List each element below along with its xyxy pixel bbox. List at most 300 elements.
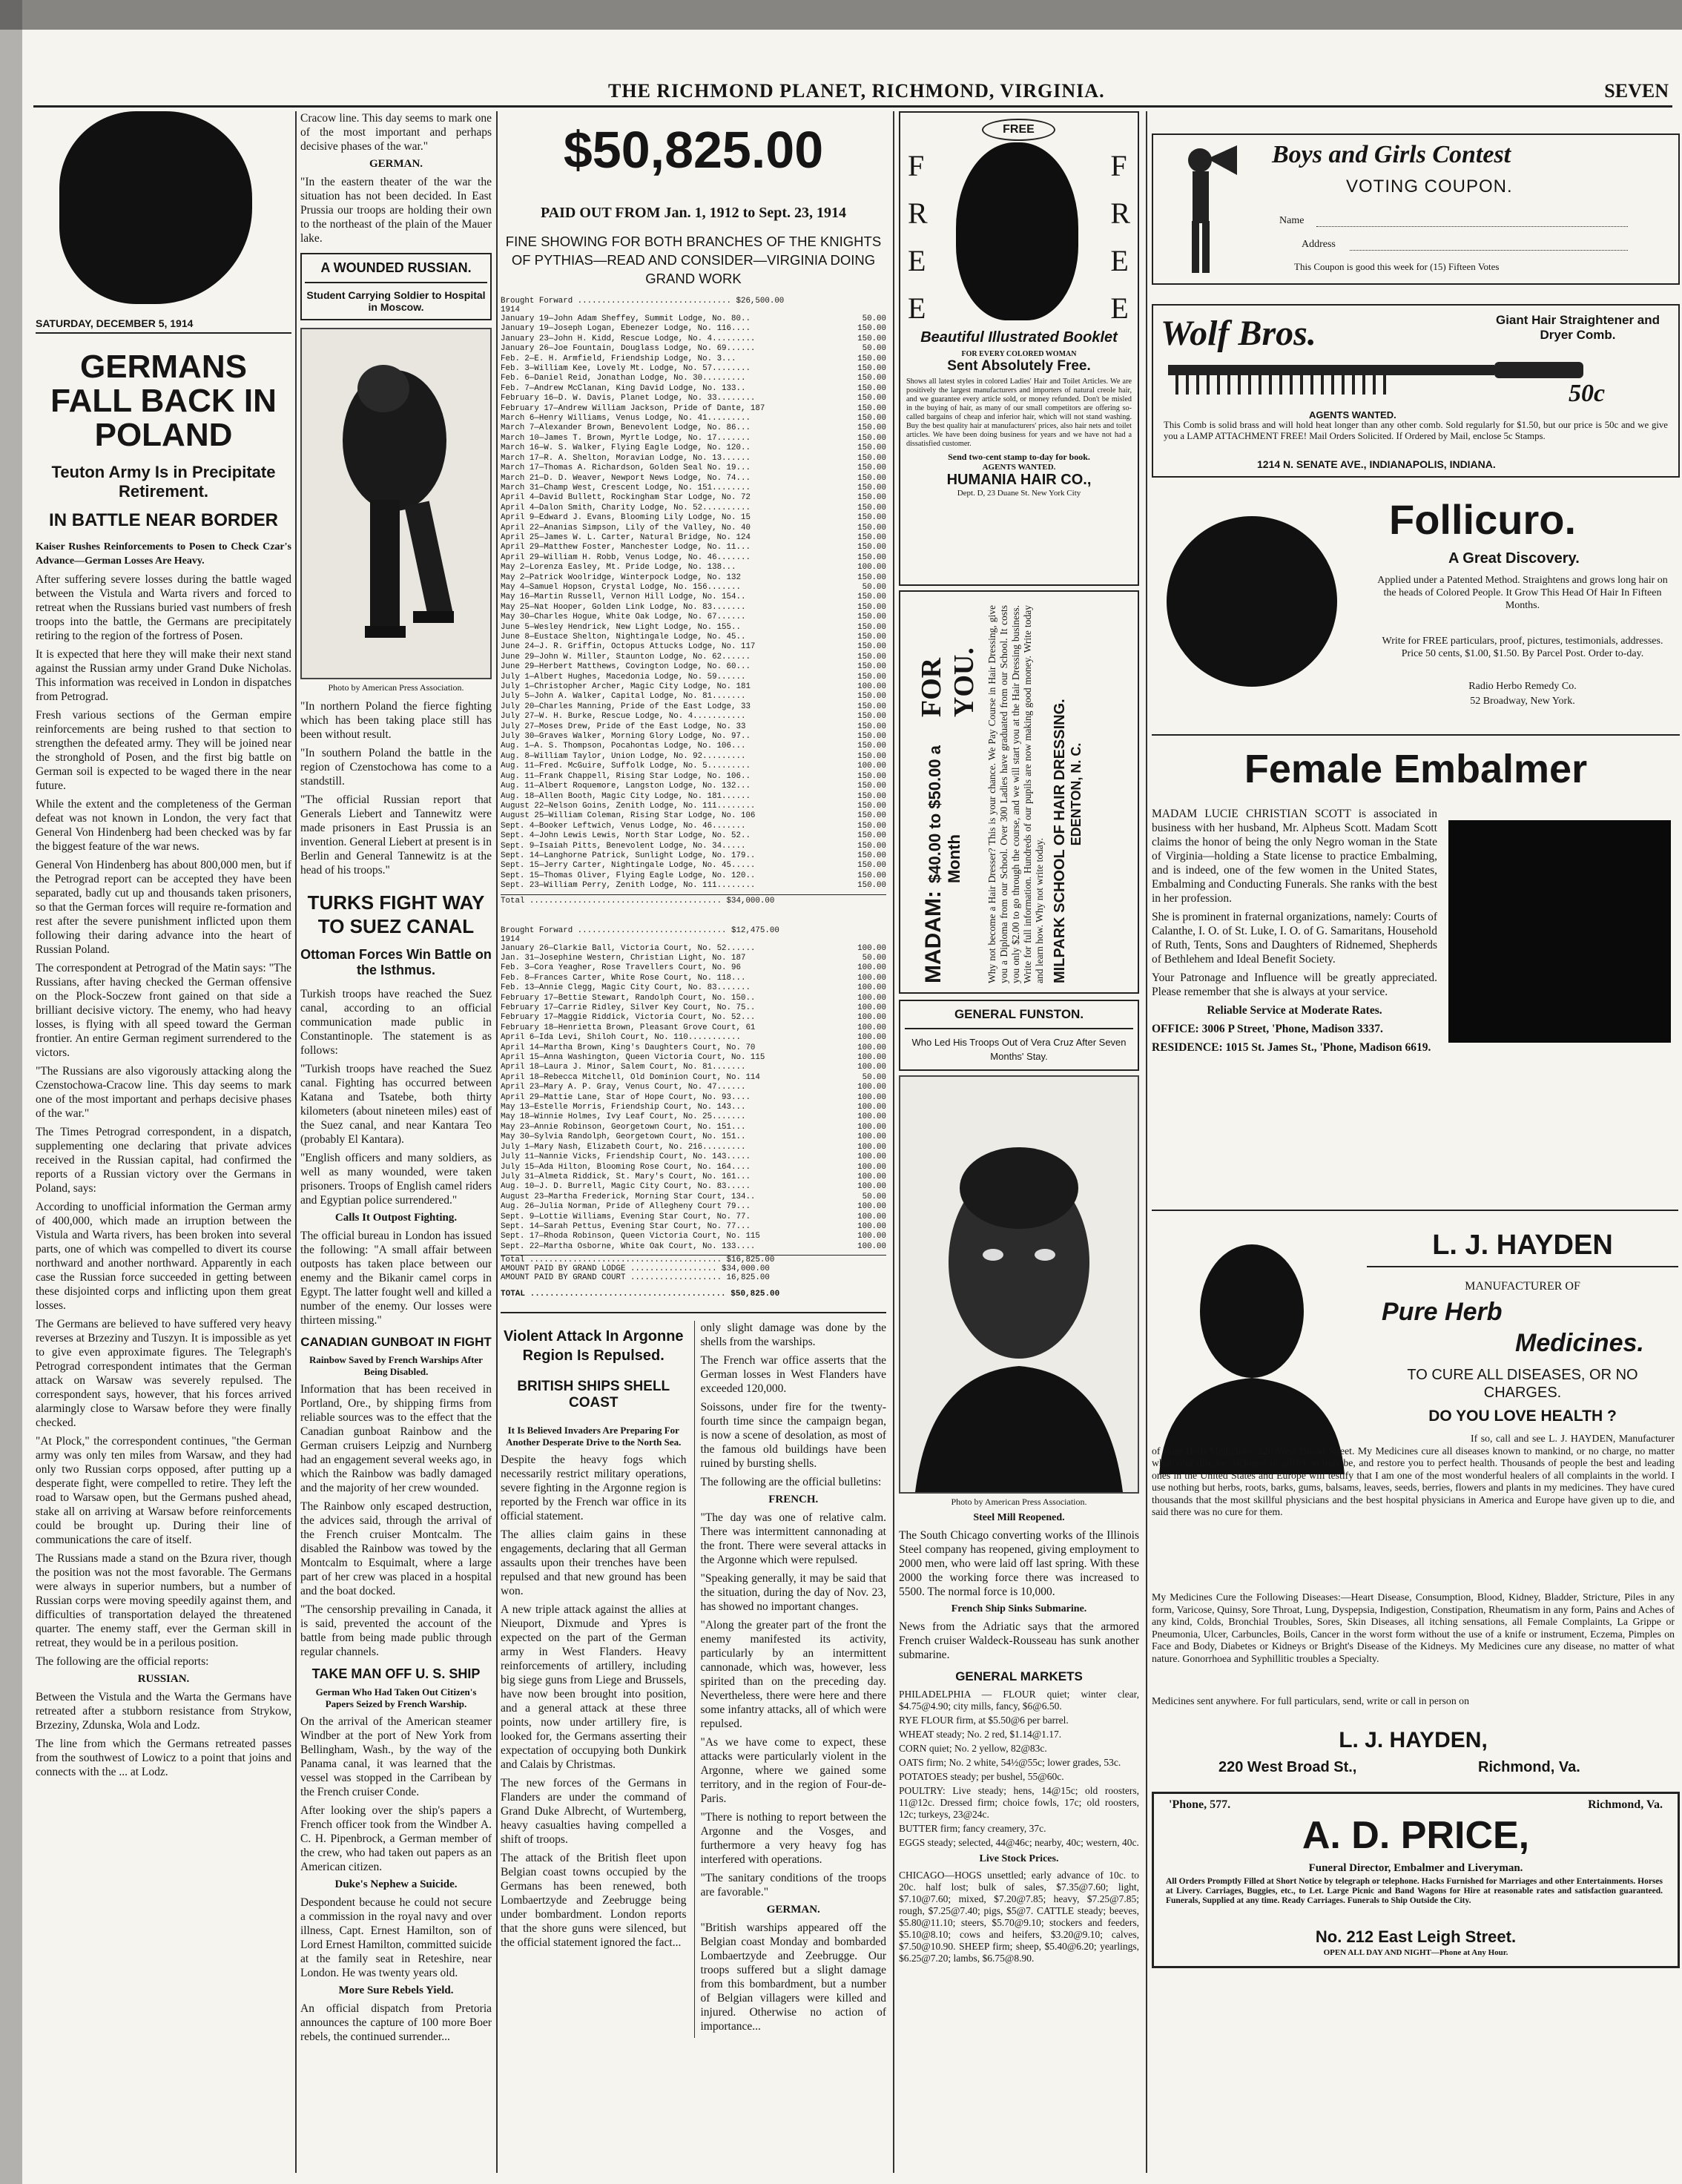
ledger-row <box>501 1123 886 1132</box>
article-paragraph: "The censorship prevailing in Canada, it is said, prevented the account of the battle from being made public through regular channels. <box>300 1603 492 1658</box>
market-line: POULTRY: Live steady; hens, 14@15c; old roosters, 11@12c. Dressed firm; choice fowls, 17c; old roosters, 12c; turkeys, 23@24c. <box>899 1785 1139 1820</box>
ledger-row <box>501 974 886 983</box>
ledger-entry: June 8—Eustace Shelton, Nightingale Lodge, No. 45.. <box>501 633 746 641</box>
photo-credit: Photo by American Press Association. <box>328 682 464 693</box>
ledger-row <box>501 434 886 443</box>
article-paragraph: "Speaking generally, it may be said that the situation, during the day of Nov. 23, has showed no important changes. <box>700 1572 886 1614</box>
column-2 <box>300 111 492 2173</box>
ledger-entry: Feb. 7—Andrew McClanan, King David Lodge, No. 133.. <box>501 383 746 393</box>
contest-address-text: Address <box>1302 239 1336 250</box>
subhead-rainbow: Rainbow Saved by French Warships After Being Disabled. <box>309 1354 483 1377</box>
ledger-row <box>501 454 886 463</box>
ledger-entry: Sept. 9—Isaiah Pitts, Benevolent Lodge, No. 34..... <box>501 841 746 851</box>
ledger-row <box>501 364 886 374</box>
subhead-teuton-army: Teuton Army Is in Precipitate Retirement. <box>51 463 276 501</box>
ledger-row <box>501 1232 886 1241</box>
article-paragraph: The line from which the Germans retreated passes from the southwest of Lowicz to a point that joins and connects with the ... at Lodz. <box>36 1738 291 1778</box>
headline-germans-fall: GERMANS FALL BACK IN POLAND <box>50 349 277 453</box>
ledger-entry: March 7—Alexander Brown, Benevolent Lodge, No. 86... <box>501 423 751 433</box>
ledger-row <box>501 881 886 891</box>
ledger-amount: 150.00 <box>857 463 886 473</box>
lodge-ledger <box>501 314 886 891</box>
ledger-amount: 150.00 <box>857 622 886 632</box>
article-paragraph: "Along the greater part of the front the enemy manifested its activity, particularly by an intermittent cannonade, which was, however, less spirited than on the preceding day. Nevertheless, there were here and there some infantry attacks, all of which were repulsed. <box>700 1619 886 1731</box>
ledger-row <box>501 712 886 722</box>
wolf-agents: AGENTS WANTED. <box>1309 409 1396 420</box>
ledger-amount: 100.00 <box>857 762 886 771</box>
ledger-row <box>501 563 886 573</box>
follicuro-text: Applied under a Patented Method. Straightens and grows long hair on the heads of Colored People. It Grow This Head Of Hair In Fifteen Months. <box>1377 575 1668 611</box>
embalmer-portrait <box>1448 820 1671 1043</box>
ledger-entry: Sept. 14—Sarah Pettus, Evening Star Court, No. 77... <box>501 1221 751 1231</box>
ledger-entry: July 27—W. H. Burke, Rescue Lodge, No. 4........... <box>501 712 746 722</box>
price-name: A. D. PRICE, <box>1302 1814 1530 1857</box>
ledger-entry: April 29—Matthew Foster, Manchester Lodge, No. 11... <box>501 543 751 552</box>
section-head-rebels: More Sure Rebels Yield. <box>338 1985 454 1996</box>
free-letters-right <box>1110 142 1130 332</box>
ledger-row <box>501 314 886 324</box>
ledger-row <box>501 954 886 963</box>
ledger-row <box>501 633 886 642</box>
ledger-row <box>501 414 886 423</box>
ledger-amount: 150.00 <box>857 722 886 731</box>
ledger-entry: May 16—Martin Russell, Vernon Hill Lodge, No. 154.. <box>501 593 746 602</box>
ledger-amount: 150.00 <box>857 453 886 463</box>
ledger-entry: February 17—Carrie Ridley, Silver Key Court, No. 75.. <box>501 1003 756 1012</box>
ledger-row <box>501 752 886 762</box>
box-subtitle: Student Carrying Soldier to Hospital in Moscow. <box>306 289 486 313</box>
free-letter: R <box>1110 197 1130 230</box>
ledger-amount: 150.00 <box>857 861 886 871</box>
article-paragraph: On the arrival of the American steamer Windber at the port of New York from Bellingham, Wash., by the way of the Panama canal, it was learned that the vessel was stopped in the Carribean by the French cruiser Conde. <box>300 1715 492 1798</box>
ledger-entry: April 23—Mary A. P. Gray, Venus Court, No. 47...... <box>501 1083 746 1092</box>
article-paragraph: The following are the official bulletins: <box>700 1476 882 1489</box>
hayden-name-footer: L. J. HAYDEN, <box>1339 1728 1488 1752</box>
ledger-amount: 150.00 <box>857 702 886 711</box>
article-paragraph: The new forces of the Germans in Flanders are under the command of Grand Duke Albrecht, of Wurtemberg, heavy casualties having compelled a shift of troops. <box>501 1777 687 1847</box>
portrait-image <box>900 1077 1138 1492</box>
headline-turks-fight: TURKS FIGHT WAY TO SUEZ CANAL <box>307 891 485 937</box>
contest-address-field[interactable] <box>1350 249 1628 251</box>
contest-name-field[interactable] <box>1316 225 1628 227</box>
price-role: Funeral Director, Embalmer and Liveryman. <box>1308 1862 1523 1874</box>
ledger-amount: 150.00 <box>857 732 886 742</box>
ledger-entry: January 19—Joseph Logan, Ebenezer Lodge, No. 116.... <box>501 324 751 334</box>
ledger-amount: 100.00 <box>857 563 886 573</box>
ledger-row <box>501 983 886 993</box>
contest-title: Boys and Girls Contest <box>1272 141 1511 168</box>
ledger-amount: 150.00 <box>857 801 886 811</box>
ledger-amount: 50.00 <box>862 314 886 323</box>
ledger-entry: Feb. 2—E. H. Armfield, Friendship Lodge, No. 3... <box>501 354 736 363</box>
ledger-entry: April 18—Laura J. Minor, Salem Court, No. 81....... <box>501 1063 746 1072</box>
ledger-row <box>501 583 886 593</box>
year-1914: 1914 <box>501 306 520 314</box>
ledger-entry: January 23—John H. Kidd, Rescue Lodge, No. 4......... <box>501 334 756 343</box>
ledger-row <box>501 762 886 771</box>
ledger-entry: Feb. 6—Daniel Reid, Jonathan Lodge, No. 30......... <box>501 374 746 383</box>
ledger-row <box>501 484 886 493</box>
paid-grand-lodge: AMOUNT PAID BY GRAND LODGE .................. $34,000.00 <box>501 1264 770 1274</box>
ledger-amount: 100.00 <box>857 1063 886 1072</box>
hairstyle-illustration <box>956 142 1078 320</box>
article-paragraph: The Rainbow only escaped destruction, the advices said, through the arrival of the French cruiser Montcalm. The disabled the Rainbow was towed by the Montcalm to Esquimalt, where a large part of her crew was placed in a hospital and the boat docked. <box>300 1500 492 1597</box>
contest-name-text: Name <box>1279 215 1305 226</box>
ledger-row <box>501 673 886 682</box>
ledger-entry: Sept. 22—Martha Osborne, White Oak Court, No. 133.... <box>501 1241 756 1251</box>
ledger-row <box>501 963 886 973</box>
wounded-russian-box <box>300 253 492 320</box>
ledger-row <box>501 603 886 613</box>
article-paragraph: "In the eastern theater of the war the situation has not been decided. In East Prussia our troops are holding their own to the northeast of the plain of the Mauer lake. <box>300 176 492 245</box>
article-paragraph: "There is nothing to report between the Argonne and the Vosges, and furthermore a very heavy fog has interfered with operations. <box>700 1811 886 1867</box>
ledger-row <box>501 682 886 692</box>
ledger-amount: 150.00 <box>857 483 886 492</box>
headline-british-ships: BRITISH SHIPS SHELL COAST <box>517 1379 670 1411</box>
article-paragraph: The correspondent at Petrograd of the Matin says: "The Russians, after having checked the German offensive on the Plock-Soczew front gained on that side a brilliant decisive victory. The enemy, who had heavy losses, is flying with all speed toward the German frontier. An entire German regiment surrendered to the victors. <box>36 962 291 1059</box>
ledger-amount: 100.00 <box>857 1122 886 1132</box>
wounded-russian-photo <box>300 328 492 679</box>
follicuro-head-image <box>1167 516 1337 687</box>
ledger-row <box>501 1023 886 1033</box>
photo-credit: Photo by American Press Association. <box>951 1497 1087 1507</box>
ledger-row <box>501 653 886 662</box>
booklet-title: Beautiful Illustrated Booklet <box>920 329 1118 346</box>
ledger-row <box>501 493 886 503</box>
ledger-row <box>501 623 886 633</box>
column-5 <box>1152 111 1680 2173</box>
paid-grand-court: AMOUNT PAID BY GRAND COURT ................... 16,825.00 <box>501 1273 770 1283</box>
sent-free: Sent Absolutely Free. <box>947 358 1091 374</box>
ledger-row <box>501 1093 886 1103</box>
ledger-entry: Aug. 18—Allen Booth, Magic City Lodge, No. 181...... <box>501 791 751 801</box>
ledger-amount: 150.00 <box>857 493 886 503</box>
ledger-amount: 100.00 <box>857 963 886 973</box>
headline-canadian-gunboat: CANADIAN GUNBOAT IN FIGHT <box>300 1335 492 1349</box>
ledger-entry: March 31—Champ West, Crescent Lodge, No. 151........ <box>501 483 751 492</box>
ledger-amount: 150.00 <box>857 423 886 433</box>
agents-wanted: AGENTS WANTED. <box>982 463 1056 472</box>
ledger-row <box>501 334 886 344</box>
ledger-entry: Feb. 8—Frances Carter, White Rose Court, No. 118... <box>501 973 746 983</box>
ledger-entry: February 17—Andrew William Jackson, Pride of Dante, 187 <box>501 403 765 413</box>
ledger-amount: 100.00 <box>857 1112 886 1122</box>
ledger-entry: March 6—Henry Williams, Venus Lodge, No. 41......... <box>501 414 751 423</box>
ledger-row <box>501 842 886 851</box>
ledger-row <box>501 1112 886 1122</box>
embalmer-para: Your Patronage and Influence will be greatly appreciated. Please remember that she is always at your service. <box>1152 971 1437 998</box>
ledger-amount: 100.00 <box>857 1083 886 1092</box>
ledger-amount: 150.00 <box>857 374 886 383</box>
section-head-russian: RUSSIAN. <box>137 1673 190 1685</box>
ledger-amount: 100.00 <box>857 1013 886 1023</box>
brought-forward-court: Brought Forward ............................... $12,475.00 <box>501 926 779 935</box>
ledger-entry: Aug. 1—A. S. Thompson, Pocahontas Lodge, No. 106... <box>501 742 746 751</box>
embalmer-office: OFFICE: 3006 P Street, 'Phone, Madison 3337. <box>1152 1023 1383 1035</box>
free-letter: E <box>908 291 926 325</box>
ledger-row <box>501 822 886 831</box>
ledger-amount: 150.00 <box>857 414 886 423</box>
free-letter: F <box>1110 149 1127 182</box>
ledger-row <box>501 1152 886 1162</box>
year-1914: 1914 <box>501 934 520 944</box>
madam-text: Why not become a Hair Dresser? This is your chance. We Pay Course in Hair Dressing, give you a Diploma from our School. Over 300 Ladies have graduated from our School. It costs you only $2.00 to go through the course, and we will start you at the Hair Dressing business. Write for full information. Hundreds of our pupils are now making good money. Write today and learn how. Why not write today. <box>986 605 1045 983</box>
ledger-row <box>501 374 886 383</box>
article-paragraph: According to unofficial information the German army of 400,000, which made an irruption between the Vistula and Warta rivers, has been broken into several parts, one of which was compelled to divert its course northward and another northward. Apparently in each case the Russian force succeeded in getting between these disjointed corps and inflicting upon them great losses. <box>36 1201 291 1312</box>
article-paragraph: "British warships appeared off the Belgian coast Monday and bombarded Lombaertzyde and Zeebrugge. Our troops suffered but a slight damage from this bombardment, but a number of Belgian villagers were killed and injured. Otherwise no action of importance... <box>700 1921 886 2033</box>
article-paragraph: Fresh various sections of the German empire reinforcements are being rushed to that section to strengthen the defeated army. They will be joined near the stronghold of Posen, and the first big battle on German soil is expected to be waged there in the near future. <box>36 709 291 792</box>
ledger-row <box>501 732 886 742</box>
ledger-amount: 150.00 <box>857 751 886 761</box>
hayden-para: If so, call and see L. J. HAYDEN, Manufacturer of Pure Herb Medicines, 220 West Broad Street. My Medicines cure all diseases known to mankind, or no charge, no matter what your disease, sickness or affliction may be, and restore you to perfect health. Thousands of people the best and leading ones in the United States and Europe will testify that I am one of the most wonderful healers of all complaints in the world. I use nothing but herbs, roots, barks, gums, balsams, leaves, seeds, berries, flowers and plants in my medicines. They have cured thousands that the most skillful physicians and the best hospital physicians in America and Europe have given up to die, and said there was no cure for them. <box>1152 1433 1675 1517</box>
market-line: CORN quiet; No. 2 yellow, 82@83c. <box>899 1743 1047 1754</box>
ledger-row <box>501 692 886 702</box>
ledger-entry: Sept. 14—Langhorne Patrick, Sunlight Lodge, No. 179.. <box>501 851 756 860</box>
ledger-entry: May 2—Lorenza Easley, Mt. Pride Lodge, No. 138... <box>501 563 736 573</box>
ledger-row <box>501 443 886 453</box>
ledger-row <box>501 1222 886 1232</box>
ledger-entry: Sept. 23—William Perry, Zenith Lodge, No. 111........ <box>501 881 756 891</box>
ledger-entry: June 5—Wesley Hendrick, New Light Lodge, No. 155.. <box>501 622 741 632</box>
ledger-amount: 100.00 <box>857 1202 886 1212</box>
ledger-amount: 150.00 <box>857 831 886 841</box>
column-rule <box>295 111 297 2173</box>
article-paragraph: The Germans are believed to have suffered very heavy reverses at Brzeziny and Tuszyn. It is impossible as yet to give even approximate figures. The Telegraph's Petrograd correspondent intimates that the German attack on Warsaw was severely repulsed. The correspondent says, however, that his forces arrived alarmingly close to Warsaw before they were finally checked. <box>36 1318 291 1429</box>
article-deck: Kaiser Rushes Reinforcements to Posen to Check Czar's Advance—German Losses Are Heavy. <box>36 541 291 567</box>
ledger-amount: 100.00 <box>857 1132 886 1142</box>
ledger-amount: 150.00 <box>857 433 886 443</box>
article-paragraph: "The sanitary conditions of the troops are favorable." <box>700 1872 886 1899</box>
madam-amount: $40.00 to $50.00 a Month <box>926 745 963 884</box>
section-head-german: GERMAN. <box>766 1904 820 1916</box>
ledger-row <box>501 792 886 802</box>
ledger-amount: 150.00 <box>857 642 886 652</box>
ledger-row <box>501 1063 886 1072</box>
ledger-row <box>501 1192 886 1202</box>
ledger-amount: 150.00 <box>857 712 886 722</box>
market-line: RYE FLOUR firm, at $5.50@6 per barrel. <box>899 1715 1069 1726</box>
ledger-entry: February 17—Bettie Stewart, Randolph Court, No. 150.. <box>501 993 756 1003</box>
ledger-entry: March 17—Thomas A. Richardson, Golden Seal No. 19... <box>501 463 751 473</box>
argonne-article-continued <box>694 1321 887 2038</box>
ledger-entry: April 29—William H. Robb, Venus Lodge, No. 46....... <box>501 552 751 562</box>
ledger-entry: July 1—Christopher Archer, Magic City Lodge, No. 181 <box>501 682 751 692</box>
ledger-entry: Sept. 4—John Lewis Lewis, North Star Lodge, No. 52.. <box>501 831 751 841</box>
ledger-row <box>501 543 886 552</box>
ledger-entry: April 4—Dalon Smith, Charity Lodge, No. 52.......... <box>501 503 751 512</box>
follicuro-sub: A Great Discovery. <box>1448 550 1580 567</box>
ledger-amount: 150.00 <box>857 791 886 801</box>
funston-subtitle: Who Led His Troops Out of Vera Cruz After Seven Months' Stay. <box>911 1037 1127 1062</box>
wolf-tagline: Giant Hair Straightener and Dryer Comb. <box>1495 313 1660 342</box>
ledger-entry: April 14—Martha Brown, King's Daughters Court, No. 70 <box>501 1043 756 1052</box>
ledger-row <box>501 1083 886 1092</box>
milpark-edenton: EDENTON, N. C. <box>1069 742 1084 846</box>
ledger-entry: Jan. 31—Josephine Western, Christian Light, No. 187 <box>501 953 746 963</box>
ledger-row <box>501 1013 886 1023</box>
ledger-row <box>501 831 886 841</box>
ledger-amount: 150.00 <box>857 334 886 343</box>
ledger-entry: Aug. 11—Fred. McGuire, Suffolk Lodge, No. 5......... <box>501 762 751 771</box>
follicuro-ad <box>1152 486 1680 731</box>
ledger-row <box>501 1053 886 1063</box>
ledger-entry: Aug. 11—Frank Chappell, Rising Star Lodge, No. 106.. <box>501 771 751 781</box>
ledger-entry: July 30—Graves Walker, Morning Glory Lodge, No. 97.. <box>501 732 751 742</box>
markets-list <box>899 1689 1139 1849</box>
ledger-entry: Sept. 15—Jerry Carter, Nightingale Lodge, No. 45..... <box>501 861 756 871</box>
article-paragraph: Soissons, under fire for the twenty-fourth time since the campaign began, is now a scene of desolation, as most of the famous old buildings have been ruined by bursting shells. <box>700 1401 886 1471</box>
ledger-row <box>501 1143 886 1152</box>
ledger-row <box>501 394 886 403</box>
humania-name: HUMANIA HAIR CO., <box>946 472 1092 488</box>
ledger-amount: 150.00 <box>857 593 886 602</box>
ledger-amount: 100.00 <box>857 1182 886 1192</box>
ledger-row <box>501 553 886 563</box>
ledger-row <box>501 782 886 791</box>
funston-photo <box>899 1075 1139 1494</box>
embalmer-para: She is prominent in fraternal organizations, namely: Courts of Calanthe, I. O. of St. Luke, I. O. of G. Samaritans, Household of Ruth, Tents, Sons and Daughters of Ridnemed, Shepherds of Bethlehem and Ideal Benefit Society. <box>1152 911 1437 966</box>
wolf-price: 50c <box>1569 380 1606 407</box>
ledger-amount: 100.00 <box>857 1003 886 1012</box>
ledger-entry: June 24—J. R. Griffin, Octopus Attucks Lodge, No. 117 <box>501 642 756 652</box>
ledger-amount: 150.00 <box>857 403 886 413</box>
ledger-entry: March 16—W. S. Walker, Flying Eagle Lodge, No. 120.. <box>501 443 751 453</box>
article-paragraph: Between the Vistula and the Warta the Germans have retreated after a stubborn resistance from Strykow, Brzeziny, Zdunska, Wola and Lodz. <box>36 1691 291 1732</box>
ledger-entry: April 25—James W. L. Carter, Natural Bridge, No. 124 <box>501 532 751 542</box>
ledger-amount: 100.00 <box>857 1142 886 1152</box>
ledger-amount: 150.00 <box>857 364 886 374</box>
grand-total: TOTAL ........................................ $50,825.00 <box>501 1290 780 1299</box>
column-3 <box>501 111 886 2173</box>
hayden-name: L. J. HAYDEN <box>1367 1230 1678 1267</box>
article-paragraph: The South Chicago converting works of the Illinois Steel company has reopened, giving employment to 2000 men, who were laid off last spring. With these 2000 the working force there was increased to 5500. The normal force is 10,000. <box>899 1529 1139 1598</box>
ledger-entry: Aug. 10—J. D. Burrell, Magic City Court, No. 83..... <box>501 1182 751 1192</box>
ledger-row <box>501 613 886 622</box>
ledger-amount: 150.00 <box>857 871 886 880</box>
ledger-entry: August 22—Nelson Goins, Zenith Lodge, No. 111........ <box>501 801 756 811</box>
court-total: Total ........................................ $16,825.00 <box>501 1255 886 1264</box>
markets-head: GENERAL MARKETS <box>955 1669 1083 1683</box>
column-rule <box>893 111 894 2173</box>
brought-forward-lodge: Brought Forward ................................ $26,500.00 <box>501 297 785 306</box>
hayden-medicines: Medicines. <box>1515 1329 1644 1357</box>
ledger-entry: July 27—Moses Drew, Pride of the East Lodge, No. 33 <box>501 722 746 731</box>
hayden-pure: Pure Herb <box>1382 1298 1503 1326</box>
embalmer-rates: Reliable Service at Moderate Rates. <box>1207 1004 1382 1017</box>
ledger-amount: 50.00 <box>862 582 886 592</box>
free-letter: R <box>908 197 928 230</box>
ledger-row <box>501 1003 886 1013</box>
ledger-entry: February 18—Henrietta Brown, Pleasant Grove Court, 61 <box>501 1023 756 1032</box>
article-paragraph: The official bureau in London has issued the following: "A small affair between outposts has taken place between our enemy and the Bikanir camel corps in Egypt. The latter fought well and killed a number of the enemy. Our losses were thirteen missing." <box>300 1230 492 1327</box>
free-letters-left <box>908 142 928 332</box>
argonne-article <box>501 1321 687 2038</box>
column-4 <box>899 111 1139 2173</box>
madam-word: MADAM: <box>921 891 946 983</box>
article-paragraph: While the extent and the completeness of the German defeat was not known in London, the very fact that General Von Hindenberg had been checked was by far the biggest feature of the war news. <box>36 798 291 853</box>
article-paragraph: "As we have come to expect, these attacks were particularly violent in the Argonne, where we gained some territory, and in the region of Four-de-Paris. <box>700 1736 886 1806</box>
contest-coupon <box>1152 133 1680 285</box>
female-embalmer-ad <box>1152 746 1680 1221</box>
article-paragraph: It is expected that here they will make their next stand against the Russian army under Grand Duke Nicholas. This information was received in London in dispatches from Petrograd. <box>36 648 291 703</box>
lodge-total: Total ........................................ $34,000.00 <box>501 894 886 905</box>
ledger-amount: 150.00 <box>857 821 886 831</box>
ledger-row <box>501 463 886 473</box>
article-paragraph: Despondent because he could not secure a commission in the royal navy and over illness, Capt. Ernest Hamilton, son of Lord Ernest Hamilton, committed suicide at the family seat in Reteshire, near London. He was twenty years old. <box>300 1896 492 1979</box>
article-paragraph: After looking over the ship's papers a French officer took from the Windber A. C. H. Pipenbrock, a German member of the crew, who had taken out papers as an American citizen. <box>300 1804 492 1873</box>
embalmer-title: Female Embalmer <box>1244 747 1588 791</box>
ledger-amount: 150.00 <box>857 782 886 791</box>
ledger-entry: April 29—Mattie Lane, Star of Hope Court, No. 93.... <box>501 1092 751 1102</box>
ledger-row <box>501 1132 886 1142</box>
market-line: EGGS steady; selected, 44@46c; nearby, 40c; western, 40c. <box>899 1837 1139 1848</box>
ledger-amount: 150.00 <box>857 513 886 523</box>
ledger-entry: Feb. 13—Annie Clegg, Magic City Court, No. 83....... <box>501 983 751 993</box>
hayden-para: My Medicines Cure the Following Diseases:—Heart Disease, Consumption, Blood, Kidney, Bladder, Stricture, Piles in any form, Varicose, Quinsy, Sore Throat, Lung, Dyspepsia, Indigestion, Constipation, Rheumatism in any form, Pains and Aches of any kind, Colds, Bronchial Troubles, Sores, Skin Diseases, all itching sensations, all Female Complaints, La Grippe or Pneumonia, Ulcer, Carbuncles, Boils, Cancer in the worst form without the use of a knife or instrument, Eczema, Pimples on Face and Body, Diabetes or Kidneys or Bright's Disease of the Kidneys. My Medicines cure any disease, no matter of what nature. Gonorrhoea and Syphillitic troubles a Specialty. <box>1152 1591 1675 1664</box>
ledger-amount: 100.00 <box>857 1212 886 1221</box>
ledger-entry: May 25—Nat Hooper, Golden Link Lodge, No. 83....... <box>501 602 746 612</box>
ledger-row <box>501 1103 886 1112</box>
ledger-amount: 150.00 <box>857 771 886 781</box>
section-head-suicide: Duke's Nephew a Suicide. <box>334 1878 458 1890</box>
ledger-row <box>501 1043 886 1053</box>
hayden-para: Medicines sent anywhere. For full particulars, send, write or call in person on <box>1152 1695 1469 1706</box>
article-paragraph: Despite the heavy fogs which necessarily restrict military operations, severe fighting in the Argonne region is reported by the French war office in its official statement. <box>501 1454 687 1523</box>
free-letter: E <box>1110 244 1129 277</box>
ledger-amount: 100.00 <box>857 983 886 993</box>
ledger-entry: Feb. 3—Cora Yeagher, Rose Travellers Court, No. 96 <box>501 963 741 973</box>
price-address: No. 212 East Leigh Street. <box>1315 1927 1517 1946</box>
boy-trumpet-icon <box>1159 138 1241 279</box>
box-title: A WOUNDED RUSSIAN. <box>305 260 487 283</box>
ledger-entry: April 18—Rebecca Mitchell, Old Dominion Court, No. 114 <box>501 1072 760 1082</box>
article-paragraph: only slight damage was done by the shells from the warships. <box>700 1322 886 1349</box>
section-head-outpost: Calls It Outpost Fighting. <box>334 1212 458 1224</box>
hayden-city: Richmond, Va. <box>1478 1759 1580 1775</box>
article-paragraph: General Von Hindenberg has about 800,000 men, but if the Petrograd report can be accepted they have been separated, badly cut up and thousands taken prisoners, so that the German forces will require re-formation and rest after the severe punishment inflicted upon them following their daring advance into the heart of Russian Poland. <box>36 859 291 956</box>
ledger-amount: 150.00 <box>857 841 886 851</box>
ledger-entry: May 4—Samuel Hopson, Crystal Lodge, No. 156....... <box>501 582 741 592</box>
for-you: FOR YOU. <box>916 647 980 718</box>
ledger-amount: 100.00 <box>857 682 886 692</box>
ledger-amount: 100.00 <box>857 1241 886 1251</box>
article-paragraph: Cracow line. This day seems to mark one of the most important and perhaps decisive phases of the war." <box>300 112 492 153</box>
article-paragraph: The attack of the British fleet upon Belgian coast towns occupied by the Germans has been renewed, both Lombaertzyde and Zeebrugge being under bombardment. London reports that the shore guns were silenced, but the official statement ignored the fact... <box>501 1852 687 1950</box>
ledger-row <box>501 524 886 533</box>
scan-edge-top <box>0 0 1682 30</box>
ledger-amount: 150.00 <box>857 543 886 552</box>
article-paragraph: An official dispatch from Pretoria announces the capture of 100 more Boer rebels, the continued surrender... <box>300 2002 492 2043</box>
wolf-address: 1214 N. SENATE AVE., INDIANAPOLIS, INDIANA. <box>1257 458 1496 470</box>
milpark-rotated <box>915 605 1130 983</box>
ledger-row <box>501 642 886 652</box>
article-paragraph: The French war office asserts that the German losses in West Flanders have exceeded 120,000. <box>700 1354 886 1396</box>
ledger-amount: 150.00 <box>857 532 886 542</box>
booklet-text: Shows all latest styles in colored Ladies' Hair and Toilet Articles. We are positively the largest manufacturers and importers of natural creole hair, and we guarantee every article sold, or money refunded. Don't be misled in the buying of hair, as many of our small competitors are offering so-called bargains of cheap and inferior hair, which will not stand washing. Buy the best quality hair at manufacturers' prices, also hair nets and toilet articles. We have been doing business for years and we have not had a dissatisfied customer. <box>906 377 1132 448</box>
article-paragraph: "In northern Poland the fierce fighting which has been taking place still has been without result. <box>300 700 492 741</box>
ledger-amount: 100.00 <box>857 1023 886 1032</box>
article-paragraph: "In southern Poland the battle in the region of Czenstochowa has come to a standstill. <box>300 747 492 788</box>
ledger-amount: 150.00 <box>857 881 886 891</box>
ledger-amount: 150.00 <box>857 394 886 403</box>
ledger-row <box>501 354 886 364</box>
ledger-entry: July 15—Ada Hilton, Blooming Rose Court, No. 164.... <box>501 1162 751 1172</box>
ledger-row <box>501 994 886 1003</box>
follicuro-company: Radio Herbo Remedy Co. <box>1468 681 1577 692</box>
price-funeral-ad <box>1152 1792 1680 1968</box>
ledger-row <box>501 861 886 871</box>
masthead-rule <box>33 105 1672 108</box>
